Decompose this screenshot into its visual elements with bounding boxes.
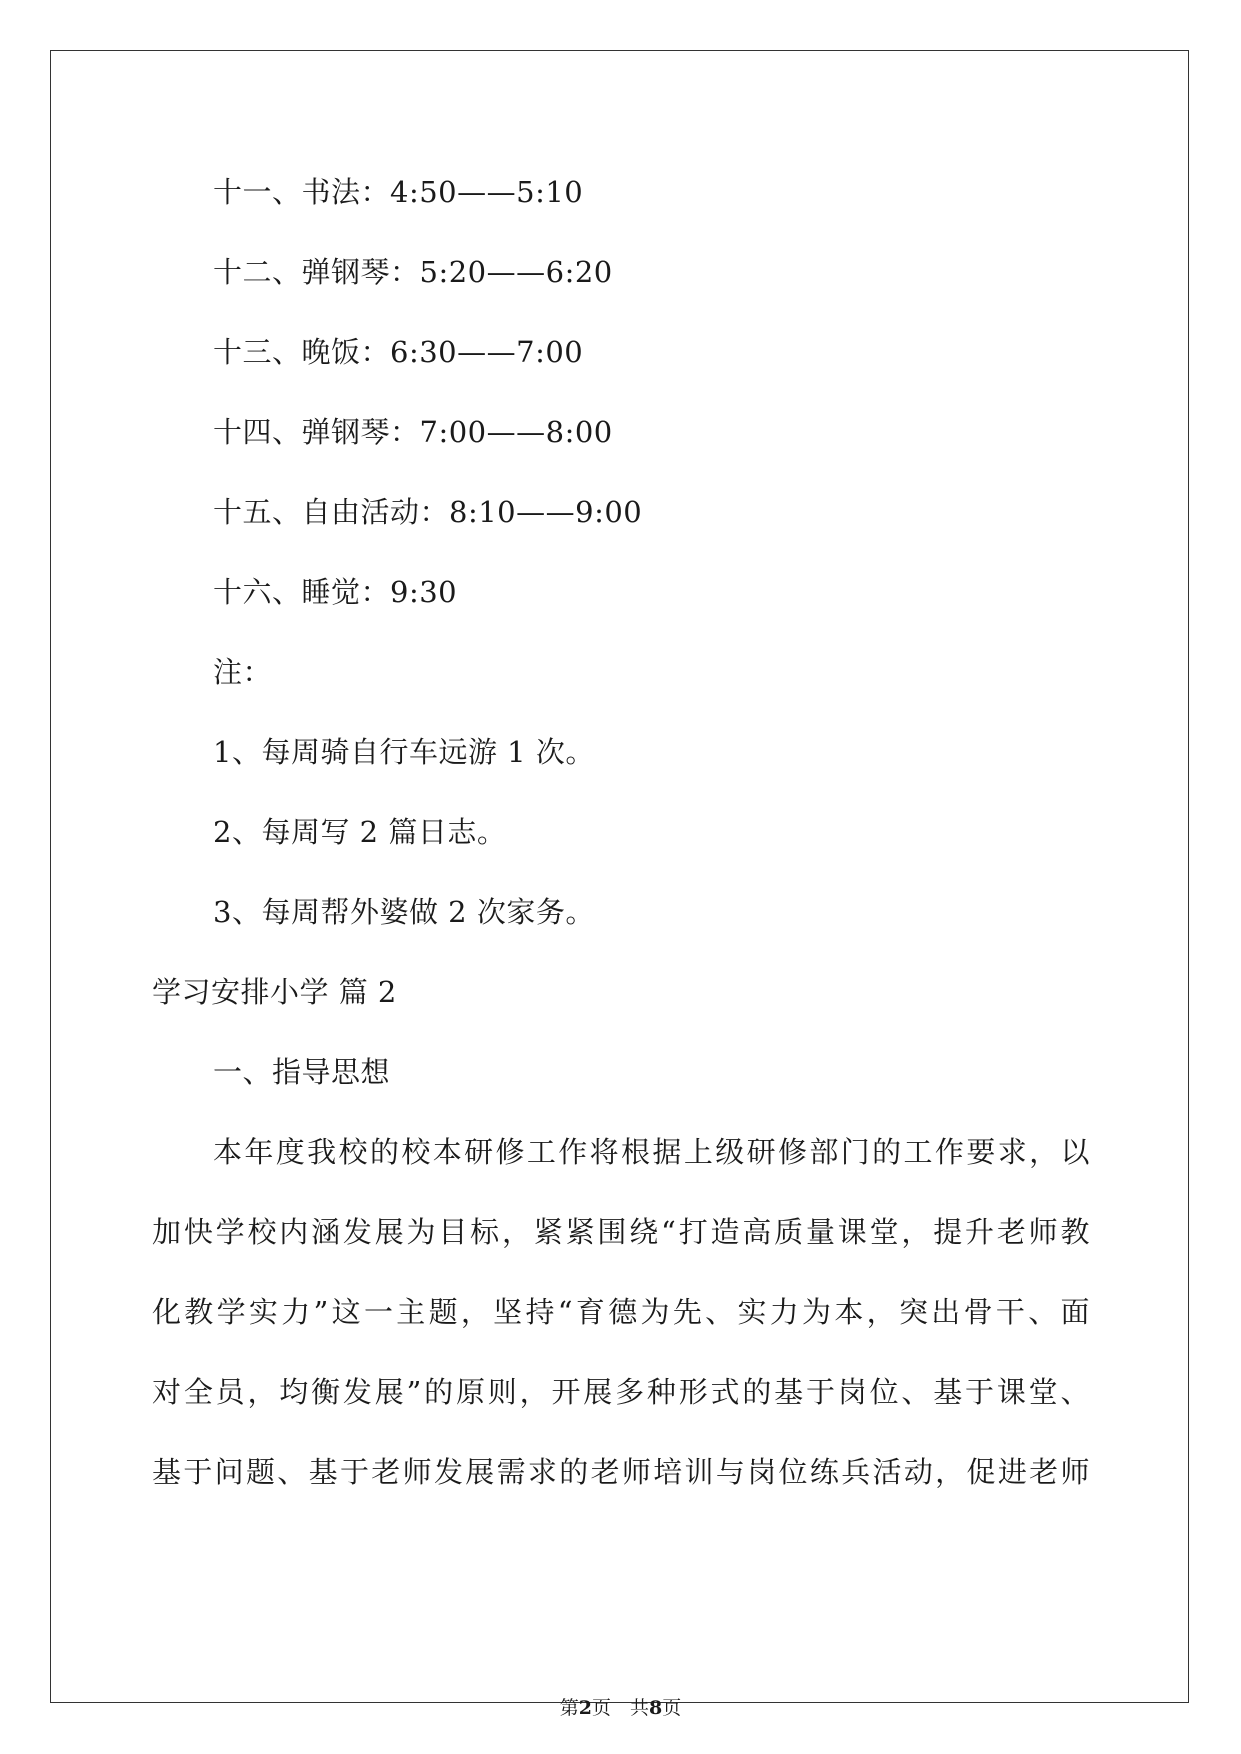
footer-middle: 页 共 [591, 1697, 649, 1719]
paragraph-line: 对全员，均衡发展”的原则，开展多种形式的基于岗位、基于课堂、 [152, 1375, 1090, 1409]
schedule-item: 十二、弹钢琴：5:20——6:20 [213, 255, 613, 289]
footer-prefix: 第 [559, 1697, 579, 1719]
footer-page-number: 2 [578, 1697, 592, 1719]
note-item: 1、每周骑自行车远游 1 次。 [213, 735, 595, 769]
schedule-item: 十五、自由活动：8:10——9:00 [213, 495, 643, 529]
footer-total-pages: 8 [649, 1697, 663, 1719]
paragraph-line: 基于问题、基于老师发展需求的老师培训与岗位练兵活动，促进老师 [152, 1455, 1090, 1489]
note-item: 3、每周帮外婆做 2 次家务。 [213, 895, 595, 929]
paragraph-line: 本年度我校的校本研修工作将根据上级研修部门的工作要求，以 [213, 1135, 1090, 1169]
paragraph-line: 加快学校内涵发展为目标，紧紧围绕“打造高质量课堂，提升老师教 [152, 1215, 1090, 1249]
note-label: 注： [213, 655, 273, 689]
paragraph-line: 化教学实力”这一主题，坚持“育德为先、实力为本，突出骨干、面 [152, 1295, 1090, 1329]
schedule-item: 十六、睡觉：9:30 [213, 575, 458, 609]
note-item: 2、每周写 2 篇日志。 [213, 815, 507, 849]
footer-suffix: 页 [662, 1697, 682, 1719]
section-title: 学习安排小学 篇 2 [152, 975, 397, 1009]
schedule-item: 十三、晚饭：6:30——7:00 [213, 335, 584, 369]
page-footer [0, 1696, 1241, 1720]
subheading: 一、指导思想 [213, 1055, 391, 1089]
schedule-item: 十一、书法：4:50——5:10 [213, 175, 584, 209]
schedule-item: 十四、弹钢琴：7:00——8:00 [213, 415, 613, 449]
